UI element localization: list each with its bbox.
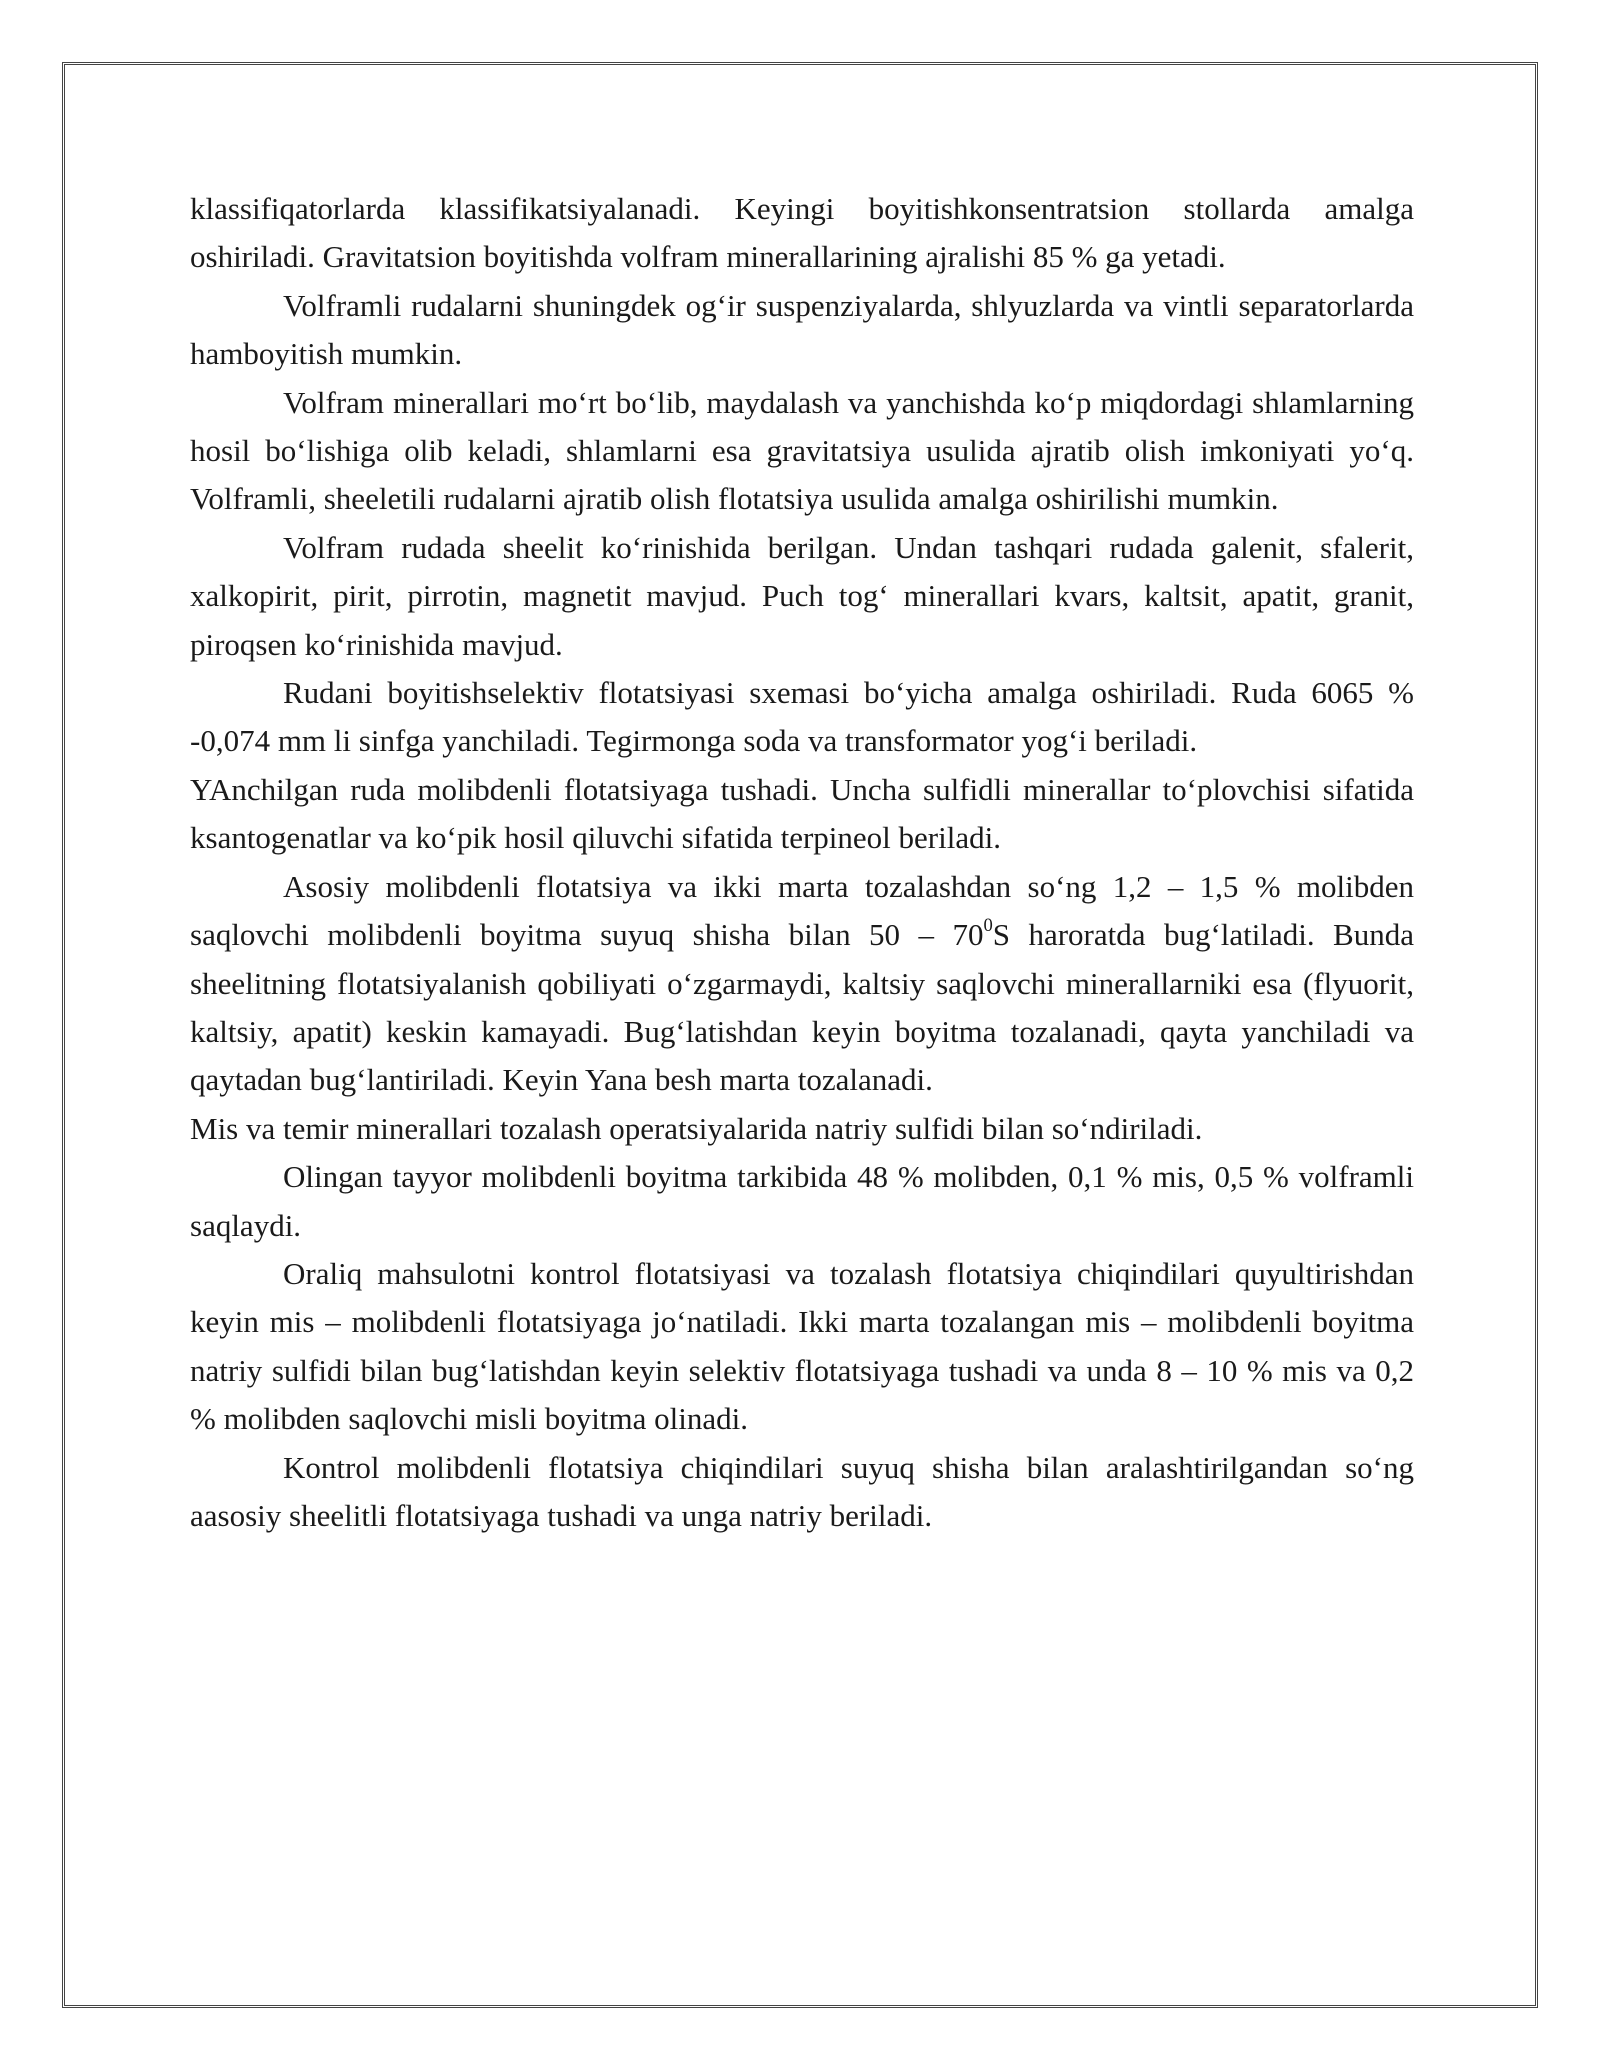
paragraph-1: klassifiqatorlarda klassifikatsiyalanadi. Keyingi boyitishkonsentratsion stollarda amalga oshiriladi. Gravitatsion boyitishda volfram minerallarining ajralishi 85 % ga yetadi. — [190, 191, 1414, 275]
paragraph-7-part-1: Asosiy molibdenli flotatsiya va ikki marta tozalashdan so‘ng 1,2 – 1,5 % molibden saqlovchi molibdenli boyitma suyuq shisha bilan 50 – 70 — [190, 868, 1414, 953]
paragraph-6: YAnchilgan ruda molibdenli flotatsiyaga tushadi. Uncha sulfidli minerallar to‘plovchisi sifatida ksantogenatlar va ko‘pik hosil qiluvchi sifatida terpineol beriladi. — [190, 771, 1414, 856]
paragraph-9: Olingan tayyor molibdenli boyitma tarkibida 48 % molibden, 0,1 % mis, 0,5 % volframli saqlaydi. — [190, 1159, 1414, 1243]
paragraph-11: Kontrol molibdenli flotatsiya chiqindilari suyuq shisha bilan aralashtirilgandan so‘ng aasosiy sheelitli flotatsiyaga tushadi va unga natriy beriladi. — [190, 1449, 1414, 1533]
paragraph-7 — [190, 863, 1414, 1105]
paragraph-3: Volfram minerallari mo‘rt bo‘lib, maydalash va yanchishda ko‘p miqdordagi shlamlarning hosil bo‘lishiga olib keladi, shlamlarni esa gravitatsiya usulida ajratib olish imkoniyati yo‘q. Volframli, sheeletili rudalarni ajratib olish flotatsiya usulida amalga oshirilishi mumkin. — [190, 384, 1414, 517]
document-body — [190, 185, 1414, 1540]
paragraph-5: Rudani boyitishselektiv flotatsiyasi sxemasi bo‘yicha amalga oshiriladi. Ruda 6065 % -0,074 mm li sinfga yanchiladi. Tegirmonga soda va transformator yog‘i beriladi. — [190, 675, 1414, 759]
paragraph-10: Oraliq mahsulotni kontrol flotatsiyasi va tozalash flotatsiya chiqindilari quyultirishdan keyin mis – molibdenli flotatsiyaga jo‘natiladi. Ikki marta tozalangan mis – molibdenli boyitma natriy sulfidi bilan bug‘latishdan keyin selektiv flotatsiyaga tushadi va unda 8 – 10 % mis va 0,2 % molibden saqlovchi misli boyitma olinadi. — [190, 1255, 1414, 1437]
paragraph-7-part-2: S haroratda bug‘latiladi. Bunda sheelitning flotatsiyalanish qobiliyati o‘zgarmaydi, kaltsiy saqlovchi minerallarniki esa (flyuorit, kaltsiy, apatit) keskin kamayadi. Bug‘latishdan keyin boyitma tozalanadi, qayta yanchiladi va qaytadan bug‘lantiriladi. Keyin Yana besh marta tozalanadi. — [190, 917, 1414, 1098]
paragraph-4: Volfram rudada sheelit ko‘rinishida berilgan. Undan tashqari rudada galenit, sfalerit, xalkopirit, pirit, pirrotin, magnetit mavjud. Puch tog‘ minerallari kvars, kaltsit, apatit, granit, piroqsen ko‘rinishida mavjud. — [190, 529, 1414, 662]
paragraph-2: Volframli rudalarni shuningdek og‘ir suspenziyalarda, shlyuzlarda va vintli separatorlarda hamboyitish mumkin. — [190, 287, 1414, 372]
degree-superscript: 0 — [983, 915, 993, 937]
paragraph-8: Mis va temir minerallari tozalash operatsiyalarida natriy sulfidi bilan so‘ndiriladi. — [190, 1110, 1203, 1146]
